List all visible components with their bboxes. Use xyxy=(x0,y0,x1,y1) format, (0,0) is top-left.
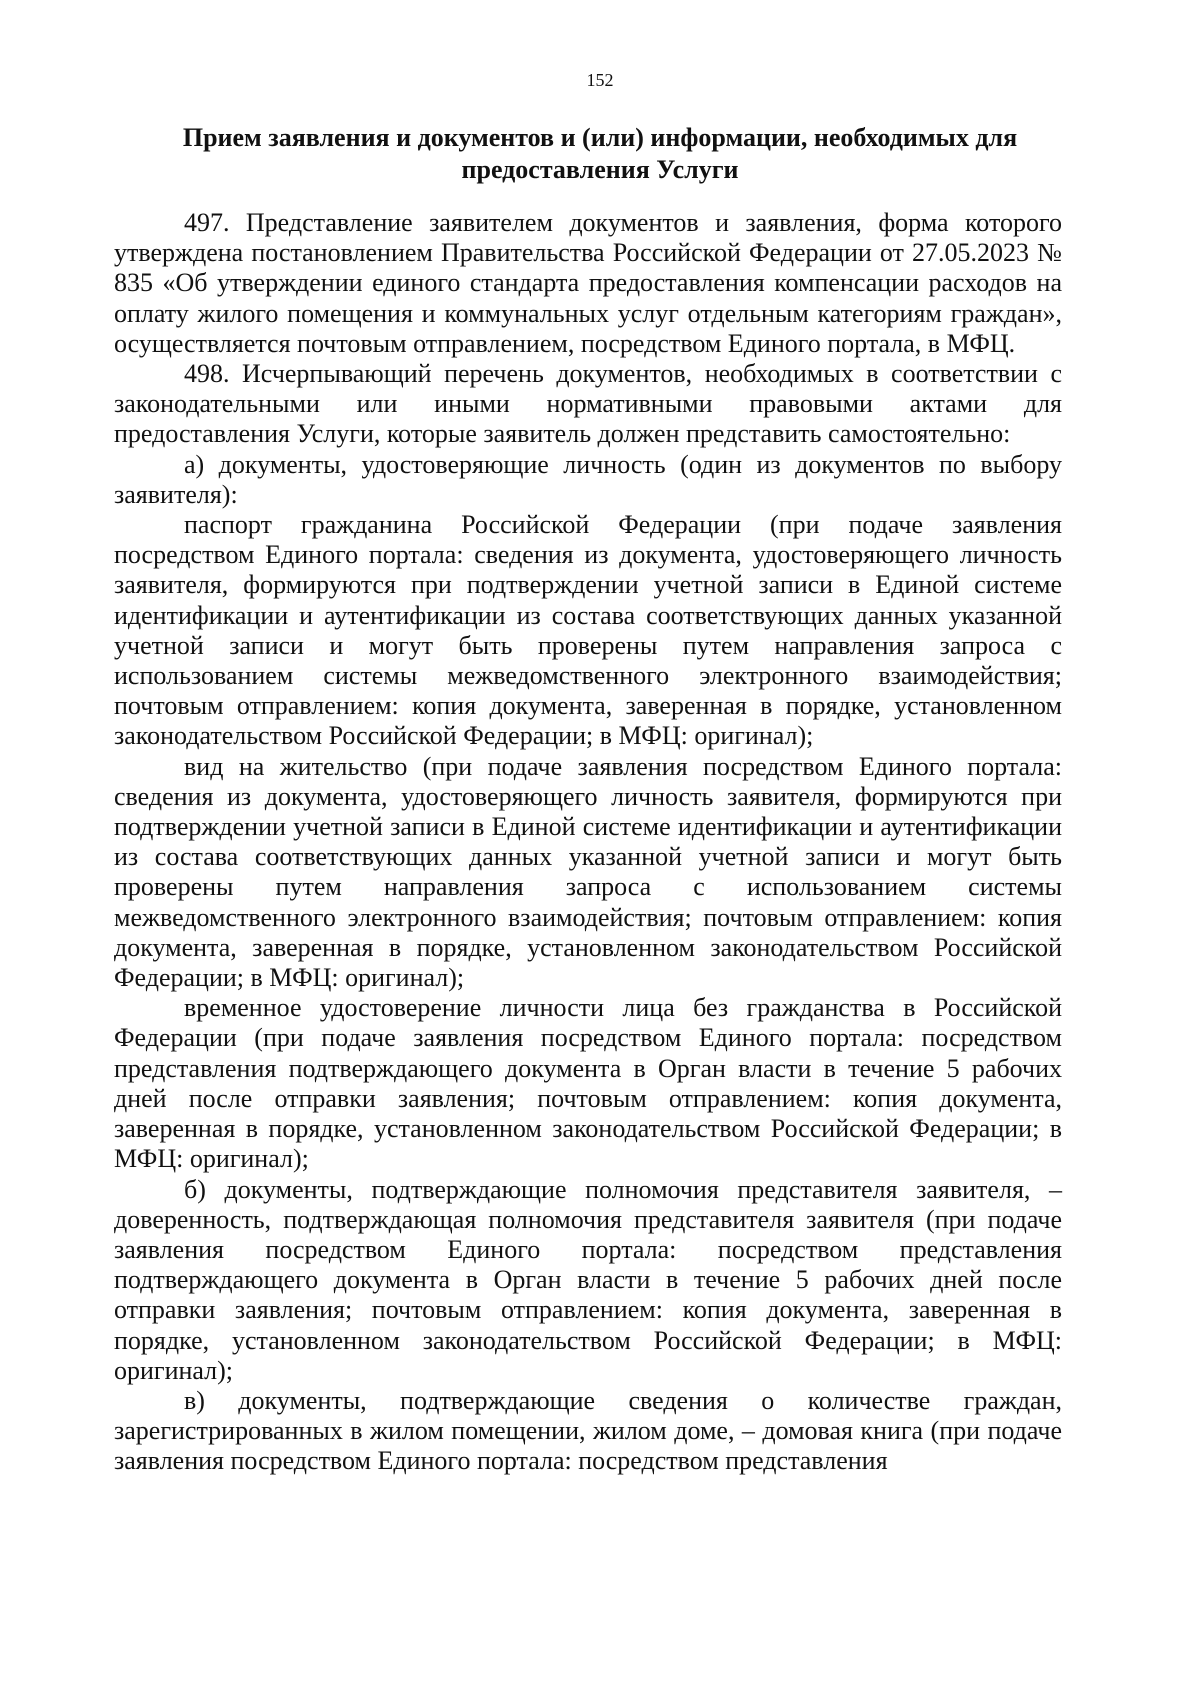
page-number: 152 xyxy=(586,70,614,90)
paragraph-item-v: в) документы, подтверждающие сведения о количестве граждан, зарегистрированных в жилом помещении, жилом доме, – домовая книга (при подаче заявления посредством Единого портала: посредством представления xyxy=(114,1385,1062,1476)
document-body xyxy=(114,208,1062,1477)
paragraph-498: 498. Исчерпывающий перечень документов, необходимых в соответствии с законодательными или иными нормативными правовыми актами для предоставления Услуги, которые заявитель должен представить самостоятельно: xyxy=(114,359,1062,449)
paragraph-497: 497. Представление заявителем документов и заявления, форма которого утверждена постановлением Правительства Российской Федерации от 27.05.2023 № 835 «Об утверждении единого стандарта предоставления компенсации расходов на оплату жилого помещения и коммунальных услуг отдельным категориям граждан», осуществляется почтовым отправлением, посредством Единого портала, в МФЦ. xyxy=(114,208,1062,358)
paragraph-item-a: а) документы, удостоверяющие личность (один из документов по выбору заявителя): xyxy=(114,449,1062,509)
paragraph-item-b: б) документы, подтверждающие полномочия представителя заявителя, – доверенность, подтверждающая полномочия представителя заявителя (при подаче заявления посредством Единого портала: посредством представления подтверждающего документа в Орган власти в течение 5 рабочих дней после отправки заявления; почтовым отправлением: копия документа, заверенная в порядке, установленном законодательством Российской Федерации; в МФЦ: оригинал); xyxy=(114,1174,1062,1385)
section-title-line-2: предоставления Услуги xyxy=(461,155,739,184)
paragraph-passport: паспорт гражданина Российской Федерации (при подаче заявления посредством Единого портала: сведения из документа, удостоверяющего личность заявителя, формируются при подтверждении учетной записи в Единой системе идентификации и аутентификации из состава соответствующих данных указанной учетной записи и могут быть проверены путем направления запроса с использованием системы межведомственного электронного взаимодействия; почтовым отправлением: копия документа, заверенная в порядке, установленном законодательством Российской Федерации; в МФЦ: оригинал); xyxy=(114,510,1062,751)
section-title xyxy=(150,122,1050,186)
paragraph-residence-permit: вид на жительство (при подаче заявления посредством Единого портала: сведения из документа, удостоверяющего личность заявителя, формируются при подтверждении учетной записи в Единой системе идентификации и аутентификации из состава соответствующих данных указанной учетной записи и могут быть проверены путем направления запроса с использованием системы межведомственного электронного взаимодействия; почтовым отправлением: копия документа, заверенная в порядке, установленном законодательством Российской Федерации; в МФЦ: оригинал); xyxy=(114,751,1062,993)
section-title-line-1: Прием заявления и документов и (или) информации, необходимых для xyxy=(182,123,1018,152)
paragraph-temporary-id: временное удостоверение личности лица без гражданства в Российской Федерации (при подаче заявления посредством Единого портала: посредством представления подтверждающего документа в Орган власти в течение 5 рабочих дней после отправки заявления; почтовым отправлением: копия документа, заверенная в порядке, установленном законодательством Российской Федерации; в МФЦ: оригинал); xyxy=(114,993,1062,1174)
